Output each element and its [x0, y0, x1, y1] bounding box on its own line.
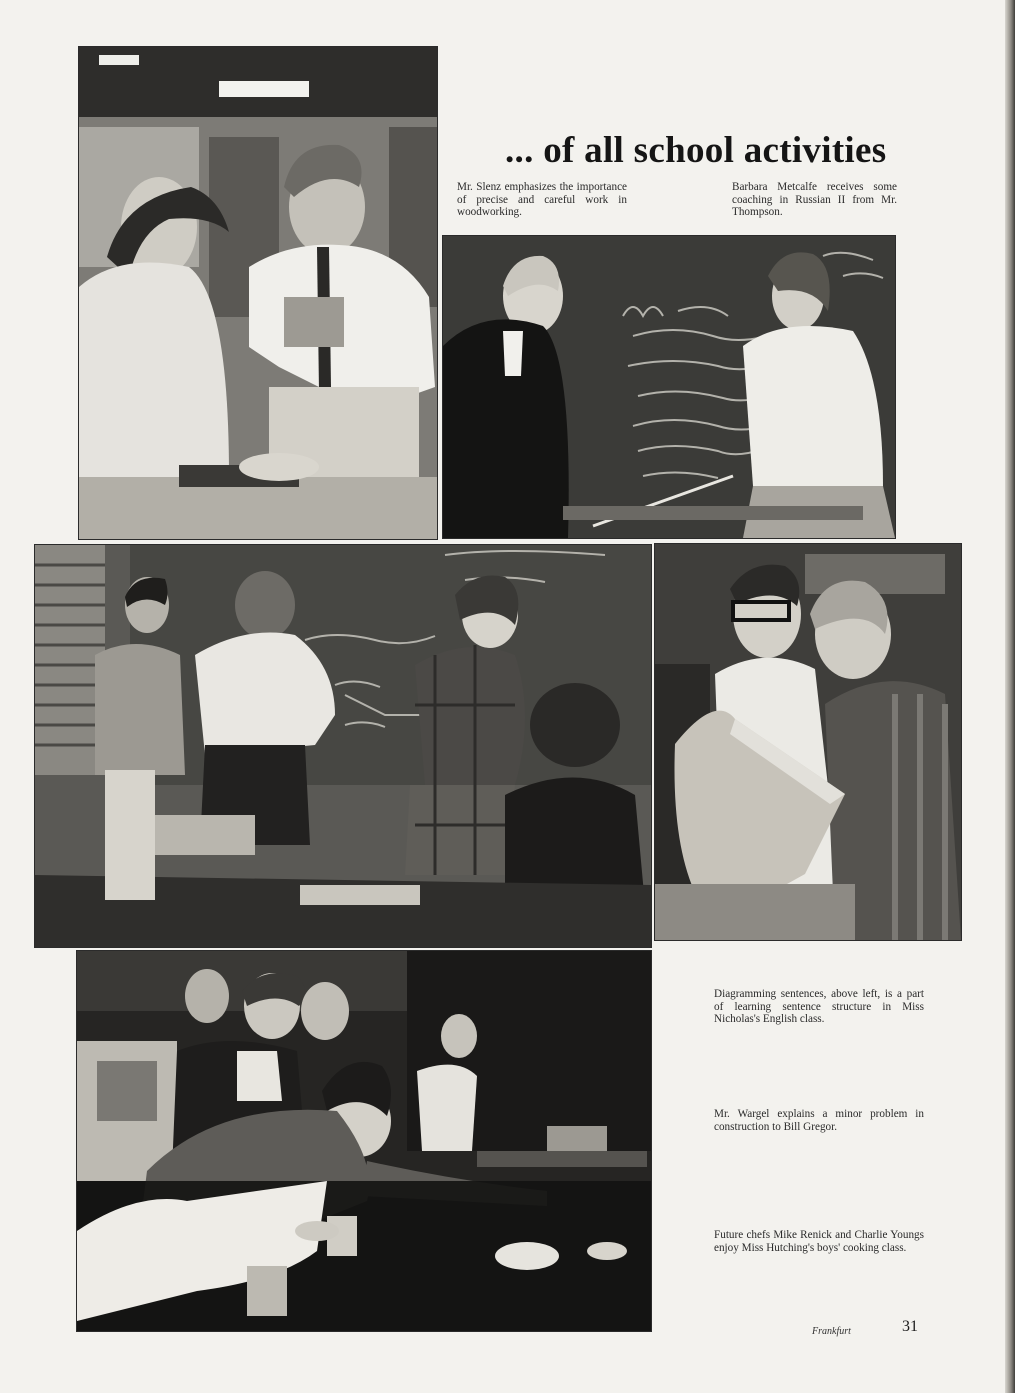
diagramming-illustration: [35, 545, 651, 947]
cooking-illustration: [77, 951, 651, 1331]
caption-russian: Barbara Metcalfe receives some coaching in Russian II from Mr. Thompson.: [732, 181, 897, 218]
caption-woodworking: Mr. Slenz emphasizes the importance of precise and careful work in woodworking.: [457, 181, 627, 218]
photo-construction: [654, 543, 962, 941]
caption-diagramming: Diagramming sentences, above left, is a part of learning sentence structure in Miss Nicholas's English class.: [714, 988, 924, 1025]
russian-class-illustration: [443, 236, 895, 538]
construction-illustration: [655, 544, 961, 940]
caption-construction: Mr. Wargel explains a minor problem in construction to Bill Gregor.: [714, 1108, 924, 1133]
page-number: 31: [902, 1318, 918, 1335]
photo-cooking: [76, 950, 652, 1332]
photo-woodworking: [78, 46, 438, 540]
photo-russian-class: [442, 235, 896, 539]
woodworking-illustration: [79, 47, 437, 539]
caption-cooking: Future chefs Mike Renick and Charlie Youngs enjoy Miss Hutching's boys' cooking class.: [714, 1229, 924, 1254]
page-title: ... of all school activities: [505, 129, 887, 171]
publication-name: Frankfurt: [812, 1326, 851, 1337]
photo-diagramming: [34, 544, 652, 948]
page-edge: [1005, 0, 1015, 1393]
